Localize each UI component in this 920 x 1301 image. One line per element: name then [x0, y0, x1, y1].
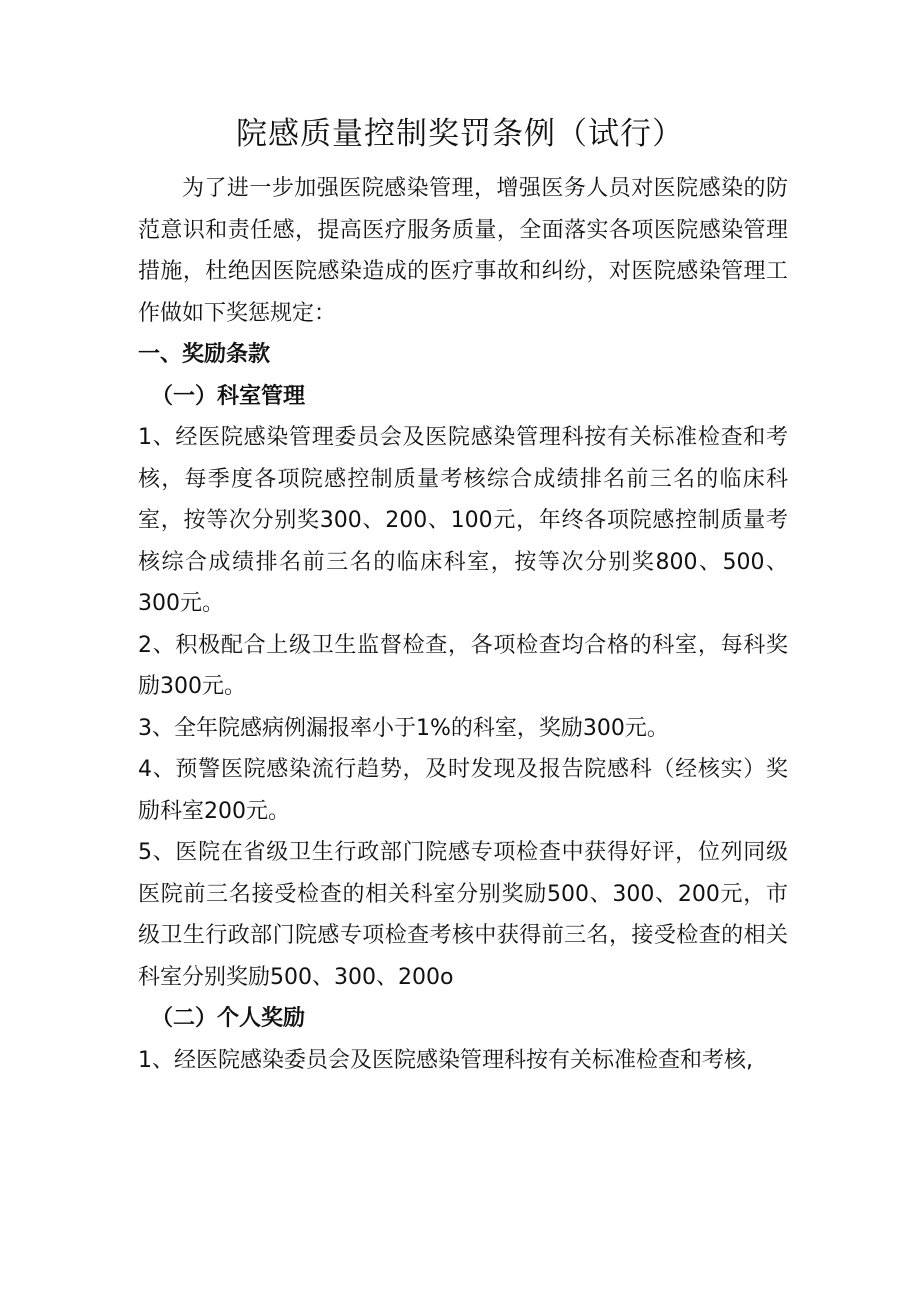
individual-clause-item-1: 1、经医院感染委员会及医院感染管理科按有关标准检查和考核, [138, 1047, 753, 1073]
clause-item-1: 1、经医院感染管理委员会及医院感染管理科按有关标准检查和考核，每季度各项院感控制质量考核综合成绩排名前三名的临床科室，按等次分别奖300、200、100元，年终各项院感控制质量考核综合成绩排名前三名的临床科室，按等次分别奖800、500、300元。 [138, 425, 788, 616]
clause-item-2: 2、积极配合上级卫生监督检查，各项检查均合格的科室，每科奖励300元。 [138, 632, 788, 699]
document-title: 院感质量控制奖罚条例（试行） [236, 116, 684, 152]
document-body [138, 168, 788, 1081]
clause-item-3: 3、全年院感病例漏报率小于1%的科室，奖励300元。 [138, 715, 669, 741]
clause-item-4: 4、预警医院感染流行趋势，及时发现及报告院感科（经核实）奖励科室200元。 [138, 757, 788, 824]
subsection-heading-individual: （二）个人奖励 [151, 1006, 306, 1031]
subsection-heading-department: （一）科室管理 [151, 383, 306, 409]
intro-paragraph: 为了进一步加强医院感染管理，增强医务人员对医院感染的防范意识和责任感，提高医疗服务质量，全面落实各项医院感染管理措施，杜绝因医院感染造成的医疗事故和纠纷，对医院感染管理工作做如下奖惩规定： [138, 176, 788, 326]
clause-item-5: 5、医院在省级卫生行政部门院感专项检查中获得好评，位列同级医院前三名接受检查的相关科室分别奖励500、300、200元，市级卫生行政部门院感专项检查考核中获得前三名，接受检查的相关科室分别奖励500、300、200o [138, 840, 788, 990]
section-heading-rewards: 一、奖励条款 [138, 342, 271, 367]
